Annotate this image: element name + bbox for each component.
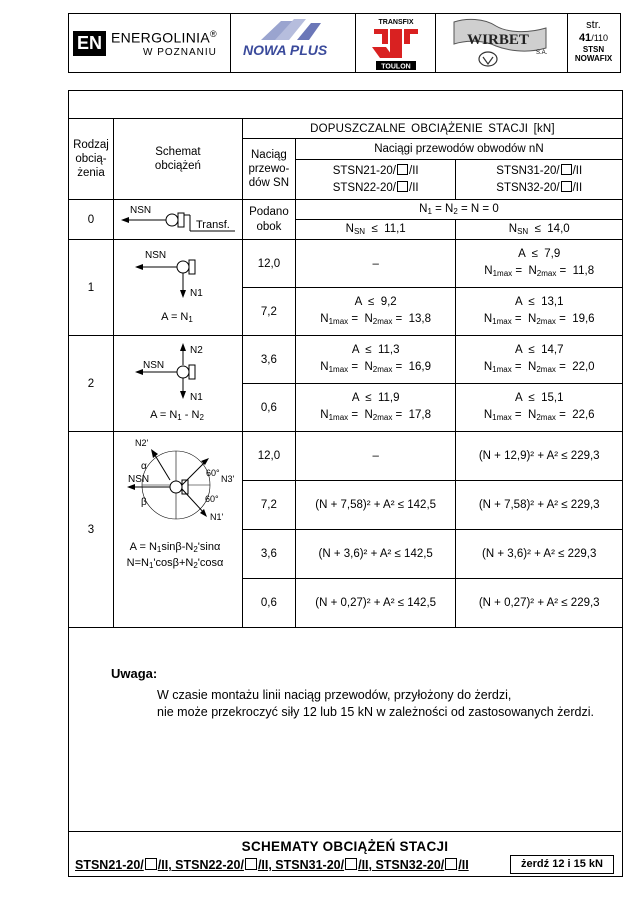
diagram-type-3 bbox=[113, 432, 242, 628]
r2a-a: A ≤ 11,3 $N_{1max} = N_{2max} = 16,9$ bbox=[295, 336, 456, 384]
footer-models: STSN21-20/ /II, STSN22-20/ /II, STSN31-20/ /II, STSN32-20/ /II bbox=[75, 858, 469, 872]
r3a-sn: 12,0 bbox=[242, 432, 295, 481]
diagram2-nsn: NSN bbox=[143, 360, 165, 371]
type-3: 3 bbox=[69, 432, 114, 628]
r3c-a: (N + 3,6)² + A² ≤ 142,5 bbox=[295, 530, 456, 579]
doc-code: STSN bbox=[582, 45, 605, 54]
row0-nsn-b: $N_{SN} \le 14,0$ bbox=[456, 220, 623, 240]
r2a-b: A ≤ 14,7 $N_{1max} = N_{2max} = 22,0$ bbox=[456, 336, 623, 384]
r1a-a: – bbox=[295, 240, 456, 288]
r3d-sn: 0,6 bbox=[242, 579, 295, 628]
r1b-sn: 7,2 bbox=[242, 288, 295, 336]
footer-badge: żerdź 12 i 15 kN bbox=[510, 855, 614, 874]
page-total: /110 bbox=[591, 33, 609, 43]
diagram-type-0 bbox=[113, 200, 242, 240]
formula-type-1: A = N1 bbox=[161, 311, 194, 324]
diagram3-nsn: NSN bbox=[128, 474, 150, 485]
diagram2-n1: N1 bbox=[190, 392, 204, 403]
row0-nsn-a: $N_{SN} \le 11,1$ bbox=[295, 220, 456, 240]
diagram3-n2: N2' bbox=[135, 438, 149, 448]
company-name: ENERGOLINIA bbox=[111, 29, 210, 46]
diagram0-nsn: NSN bbox=[130, 204, 152, 216]
header-model-a: STSN21-20/ /II STSN22-20/ /II bbox=[295, 160, 456, 200]
r3b-a: (N + 7,58)² + A² ≤ 142,5 bbox=[295, 481, 456, 530]
main-frame bbox=[68, 90, 623, 877]
doc-sub: NOWAFIX bbox=[574, 54, 613, 63]
r2b-a: A ≤ 11,9 $N_{1max} = N_{2max} = 17,8$ bbox=[295, 384, 456, 432]
note-line-2: nie może przekroczyć siły 12 lub 15 kN w zależności od zastosowanych żerdzi. bbox=[157, 705, 594, 719]
load-table bbox=[68, 118, 623, 628]
transfix-bottom-text: TOULON bbox=[381, 63, 411, 71]
type-0: 0 bbox=[69, 200, 114, 240]
page-label: str. bbox=[586, 19, 601, 31]
diagram0-transf: Transf. bbox=[196, 218, 231, 231]
nowa-plus-text: NOWA PLUS bbox=[243, 42, 328, 58]
r2b-sn: 0,6 bbox=[242, 384, 295, 432]
header-model-b: STSN31-20/ /II STSN32-20/ /II bbox=[456, 160, 623, 200]
company-city: W POZNANIU bbox=[143, 47, 217, 58]
formula-type-2: A = N1 - N2 bbox=[150, 409, 205, 422]
diagram-type-1 bbox=[113, 240, 242, 336]
wirbet-logo bbox=[436, 14, 568, 72]
header-schemat: Schemat obciążeń bbox=[113, 119, 242, 200]
note-line-1: W czasie montażu linii naciąg przewodów, przyłożony do żerdzi, bbox=[157, 688, 512, 702]
diagram3-a60-2: 60° bbox=[205, 494, 220, 504]
r2b-b: A ≤ 15,1 $N_{1max} = N_{2max} = 22,6$ bbox=[456, 384, 623, 432]
r2a-sn: 3,6 bbox=[242, 336, 295, 384]
type-1: 1 bbox=[69, 240, 114, 336]
r3a-b: (N + 12,9)² + A² ≤ 229,3 bbox=[456, 432, 623, 481]
diagram2-n2: N2 bbox=[190, 345, 204, 356]
diagram1-nsn: NSN bbox=[145, 250, 167, 261]
r3b-b: (N + 7,58)² + A² ≤ 229,3 bbox=[456, 481, 623, 530]
en-logo-box: EN bbox=[73, 31, 106, 56]
row0-condition: $N_1 = N_2 = N = 0$ bbox=[295, 200, 622, 220]
r3c-sn: 3,6 bbox=[242, 530, 295, 579]
formula-type-3-a: A = N1sinβ-N2'sinα bbox=[130, 541, 221, 554]
note-title: Uwaga: bbox=[111, 666, 158, 681]
diagram3-n1: N1' bbox=[210, 512, 224, 522]
header-naciag: Naciąg przewo- dów SN bbox=[242, 139, 295, 200]
wirbet-sa-text: S.A. bbox=[536, 50, 548, 56]
diagram1-n1: N1 bbox=[190, 288, 204, 299]
r1b-b: A ≤ 13,1 $N_{1max} = N_{2max} = 19,6$ bbox=[456, 288, 623, 336]
transfix-logo bbox=[356, 14, 436, 72]
r3d-b: (N + 0,27)² + A² ≤ 229,3 bbox=[456, 579, 623, 628]
diagram3-beta: β bbox=[141, 497, 148, 508]
r3c-b: (N + 3,6)² + A² ≤ 229,3 bbox=[456, 530, 623, 579]
diagram-type-2 bbox=[113, 336, 242, 432]
header-dopuszczalne: DOPUSZCZALNE OBCIĄŻENIE STACJI [kN] bbox=[242, 119, 622, 139]
footer-divider bbox=[69, 831, 621, 832]
diagram3-alpha: α bbox=[141, 461, 148, 472]
energolinia-logo bbox=[69, 14, 231, 72]
footer-title: SCHEMATY OBCIĄŻEŃ STACJI bbox=[241, 839, 449, 854]
header-bar bbox=[68, 13, 621, 73]
diagram3-a60-1: 60° bbox=[206, 468, 221, 478]
formula-type-3-b: N=N1'cosβ+N2'cosα bbox=[127, 557, 224, 570]
nowa-plus-logo bbox=[231, 14, 356, 72]
page-number: 41 bbox=[578, 32, 592, 44]
wirbet-text: WIRBET bbox=[467, 32, 529, 48]
page-info bbox=[567, 14, 620, 72]
r1a-sn: 12,0 bbox=[242, 240, 295, 288]
r3d-a: (N + 0,27)² + A² ≤ 142,5 bbox=[295, 579, 456, 628]
row0-podano: Podano obok bbox=[242, 200, 295, 240]
r3b-sn: 7,2 bbox=[242, 481, 295, 530]
transfix-top-text: TRANSFIX bbox=[378, 19, 414, 26]
r1a-b: A ≤ 7,9 $N_{1max} = N_{2max} = 11,8$ bbox=[456, 240, 623, 288]
header-rodzaj: Rodzaj obcią- żenia bbox=[69, 119, 114, 200]
diagram3-n3: N3' bbox=[221, 474, 235, 484]
r3a-a: – bbox=[295, 432, 456, 481]
type-2: 2 bbox=[69, 336, 114, 432]
registered-mark: ® bbox=[210, 29, 217, 39]
header-naciagi-nn: Naciągi przewodów obwodów nN bbox=[295, 139, 622, 160]
r1b-a: A ≤ 9,2 $N_{1max} = N_{2max} = 13,8$ bbox=[295, 288, 456, 336]
